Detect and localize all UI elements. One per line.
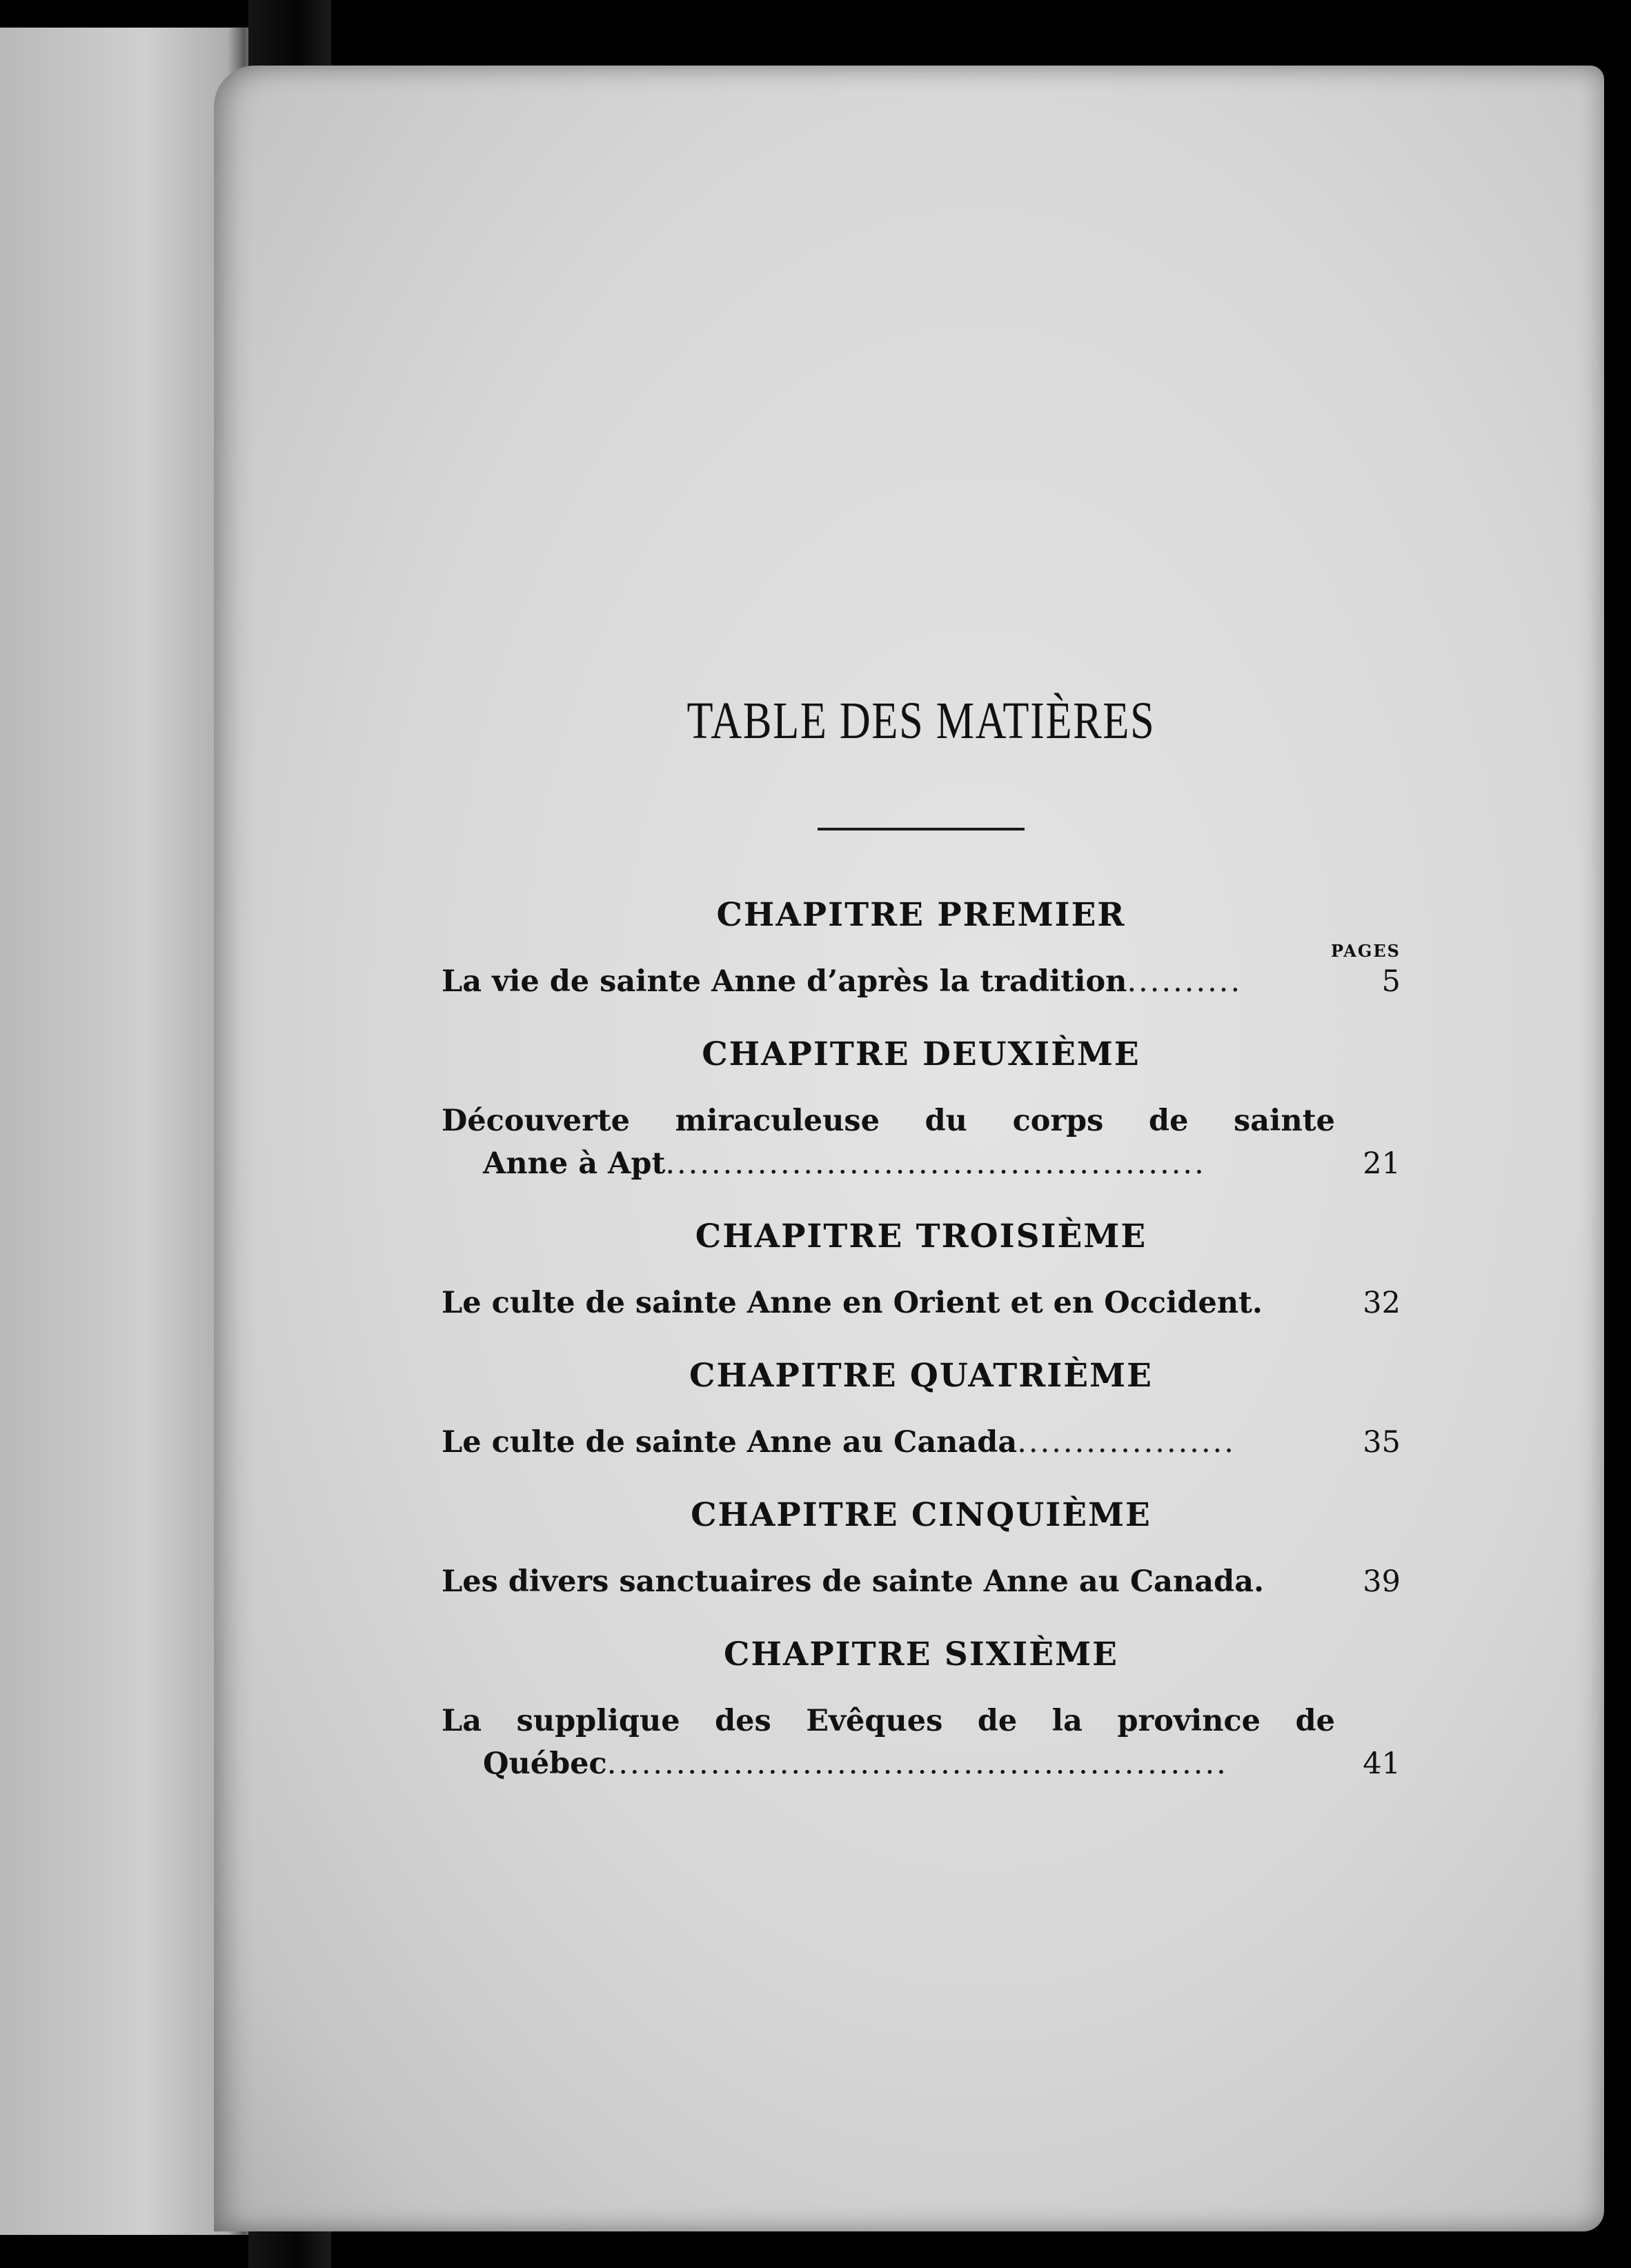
toc-entry[interactable]	[442, 1560, 1401, 1603]
page-number: 39	[1363, 1564, 1401, 1599]
toc-entry[interactable]	[442, 1100, 1401, 1185]
page-number: 35	[1363, 1425, 1401, 1460]
entry-text: Le culte de sainte Anne au Canada	[442, 1425, 1018, 1460]
chapter-heading: CHAPITRE PREMIER	[716, 896, 1126, 934]
entry-text: Le culte de sainte Anne en Orient et en Occident.	[442, 1286, 1263, 1320]
chapter-2	[442, 1031, 1401, 1185]
chapter-heading: CHAPITRE TROISIÈME	[695, 1217, 1147, 1255]
toc-entry[interactable]	[442, 1421, 1401, 1464]
chapter-heading: CHAPITRE CINQUIÈME	[691, 1496, 1151, 1534]
toc-entry[interactable]	[442, 1700, 1401, 1785]
page-number: 32	[1363, 1286, 1401, 1320]
leader-dots: ...................	[1017, 1425, 1236, 1460]
chapter-1	[442, 891, 1401, 1003]
leader-dots: ...............................................	[665, 1146, 1206, 1181]
leader-dots: ......................................................	[606, 1747, 1228, 1781]
entry-text: Découverte miraculeuse du corps de sainte	[442, 1104, 1335, 1138]
page-title: TABLE DES MATIÈRES	[686, 692, 1156, 750]
entry-text-continued: Anne à Apt	[483, 1146, 666, 1181]
page-number: 5	[1381, 964, 1401, 999]
title-rule	[818, 828, 1025, 830]
toc-entry[interactable]	[442, 960, 1401, 1003]
chapter-heading: CHAPITRE QUATRIÈME	[689, 1357, 1153, 1395]
leader-dots: ..........	[1127, 964, 1243, 999]
toc-entry[interactable]	[442, 1282, 1401, 1324]
chapter-4	[442, 1352, 1401, 1464]
entry-text: La supplique des Evêques de la province de	[442, 1704, 1335, 1738]
entry-text: Les divers sanctuaires de sainte Anne au Canada.	[442, 1564, 1265, 1599]
page-number: 21	[1363, 1146, 1401, 1181]
chapter-5	[442, 1491, 1401, 1603]
chapter-heading: CHAPITRE DEUXIÈME	[702, 1035, 1140, 1073]
pages-label: PAGES	[1330, 941, 1401, 961]
chapter-heading: CHAPITRE SIXIÈME	[724, 1635, 1118, 1673]
entry-text: La vie de sainte Anne d’après la tradition	[442, 964, 1127, 999]
chapter-6	[442, 1631, 1401, 1785]
chapter-3	[442, 1213, 1401, 1324]
page-number: 41	[1363, 1747, 1401, 1781]
table-of-contents	[442, 683, 1401, 1785]
entry-text-continued: Québec	[483, 1747, 607, 1781]
